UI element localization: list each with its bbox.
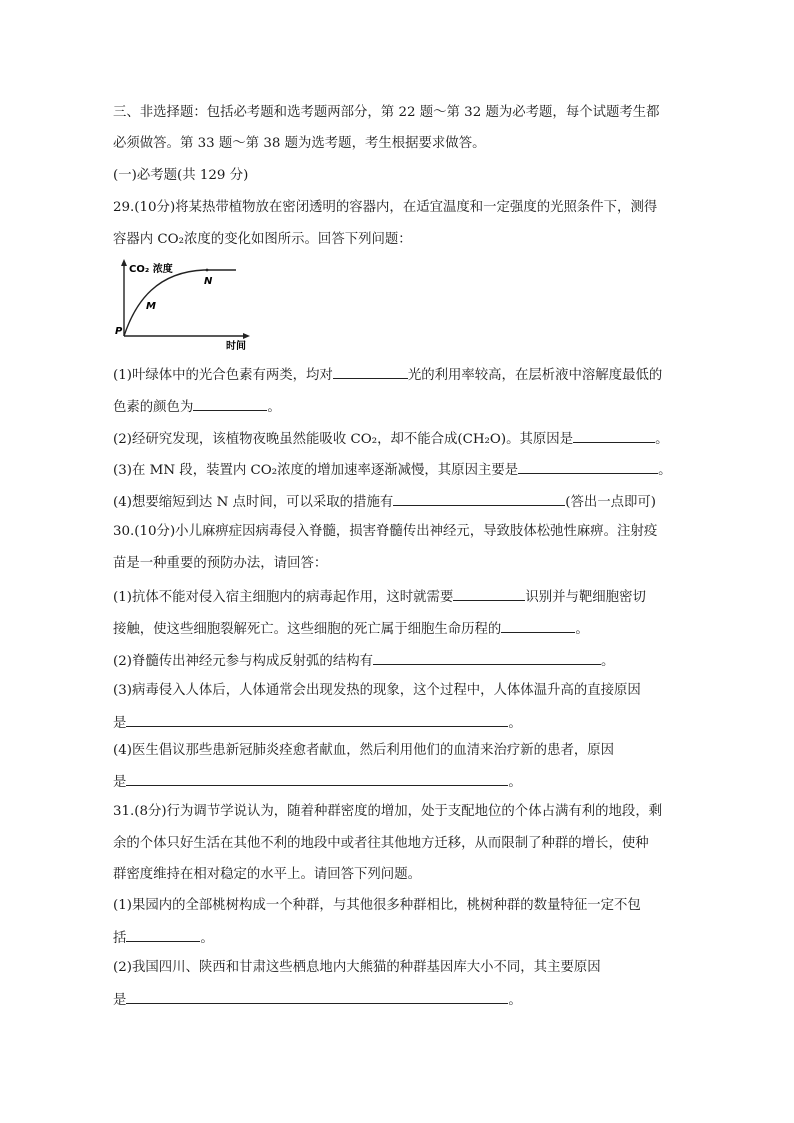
q30-part4-end: 。: [508, 775, 522, 790]
q30-part1-line1: [113, 586, 646, 608]
q31-part1-blank[interactable]: [126, 927, 200, 942]
q29-part4-line: [113, 491, 656, 513]
q29-part4-end: (答出一点即可): [565, 495, 657, 510]
point-n-label: N: [204, 276, 213, 287]
q29-part1-end: 。: [267, 400, 281, 415]
q30-part2-blank[interactable]: [373, 650, 601, 665]
question-31-stem-line1: 31.(8分)行为调节学说认为，随着种群密度的增加，处于支配地位的个体占满有利的地段，剩: [113, 804, 663, 819]
q29-part1-text-a: (1)叶绿体中的光合色素有两类，均对: [113, 368, 333, 383]
x-axis-label: 时间: [226, 341, 246, 350]
q29-part3-line: [113, 459, 672, 481]
q29-part2-line: [113, 428, 668, 450]
q30-part1-blank1[interactable]: [453, 586, 525, 601]
y-axis-arrow: [121, 259, 127, 266]
question-30-stem-line1: 30.(10分)小儿麻痹症因病毒侵入脊髓，损害脊髓传出神经元，导致肢体松弛性麻痹。注射疫: [113, 524, 658, 539]
q30-part1-end: 。: [575, 622, 589, 637]
q31-part1-line2: [113, 927, 214, 949]
q29-part3-text: (3)在 MN 段，装置内 CO₂浓度的增加速率逐渐减慢，其原因主要是: [113, 463, 519, 478]
y-axis-label: CO₂ 浓度: [129, 264, 173, 275]
q29-part1-text-b: 光的利用率较高，在层析液中溶解度最低的: [407, 368, 663, 383]
co2-curve: [124, 270, 236, 336]
q29-part1-line2: [113, 396, 281, 418]
q30-part1-text-a: (1)抗体不能对侵入宿主细胞内的病毒起作用，这时就需要: [113, 590, 454, 605]
q30-part4-line2: [113, 771, 522, 793]
q30-part4-text-b: 是: [113, 775, 127, 790]
question-29-stem-line2: 容器内 CO₂浓度的变化如图所示。回答下列问题：: [113, 232, 412, 247]
q30-part4-blank[interactable]: [126, 771, 508, 786]
q30-part3-text-b: 是: [113, 716, 127, 731]
section-subheading: (一)必考题(共 129 分): [113, 168, 249, 183]
q31-part2-end: 。: [508, 993, 522, 1008]
q30-part1-line2: [113, 618, 589, 640]
q30-part3-line2: [113, 712, 522, 734]
question-31-stem-line3: 群密度维持在相对稳定的水平上。请回答下列问题。: [113, 867, 421, 882]
question-31-stem-line2: 余的个体只好生活在其他不利的地段中或者往其他地方迁移，从而限制了种群的增长，使种: [113, 836, 649, 851]
q30-part2-end: 。: [601, 654, 615, 669]
q31-part2-text-b: 是: [113, 993, 127, 1008]
x-axis-arrow: [243, 333, 250, 339]
co2-concentration-figure: [112, 258, 252, 350]
q31-part1-end: 。: [200, 931, 214, 946]
q29-part2-text: (2)经研究发现，该植物夜晚虽然能吸收 CO₂，却不能合成(CH₂O)。其原因是: [113, 432, 574, 447]
q30-part3-end: 。: [508, 716, 522, 731]
q30-part2-line: [113, 650, 614, 672]
point-n-marker: [206, 269, 209, 272]
q30-part2-text: (2)脊髓传出神经元参与构成反射弧的结构有: [113, 654, 373, 669]
q29-part4-text: (4)想要缩短到达 N 点时间，可以采取的措施有: [113, 495, 394, 510]
q31-part1-text-b: 括: [113, 931, 127, 946]
q30-part1-text-c: 接触，使这些细胞裂解死亡。这些细胞的死亡属于细胞生命历程的: [113, 622, 502, 637]
q30-part3-blank[interactable]: [126, 712, 508, 727]
q29-part1-text-c: 色素的颜色为: [113, 400, 194, 415]
q30-part1-text-b: 识别并与靶细胞密切: [525, 590, 646, 605]
q29-part3-blank[interactable]: [518, 459, 658, 474]
section-heading-line2: 必须做答。第 33 题～第 38 题为选考题，考生根据要求做答。: [113, 136, 486, 151]
point-m-label: M: [146, 301, 156, 312]
q29-part4-blank[interactable]: [393, 491, 565, 506]
q29-part3-end: 。: [658, 463, 672, 478]
q31-part1-line1: (1)果园内的全部桃树构成一个种群，与其他很多种群相比，桃树种群的数量特征一定不包: [113, 898, 641, 913]
q31-part2-blank[interactable]: [126, 989, 508, 1004]
q29-part1-blank1[interactable]: [333, 364, 408, 379]
q30-part3-line1: (3)病毒侵入人体后，人体通常会出现发热的现象，这个过程中，人体体温升高的直接原因: [113, 683, 641, 698]
q31-part2-line2: [113, 989, 522, 1011]
q29-part1-line1: [113, 364, 662, 386]
q29-part2-blank[interactable]: [573, 428, 655, 443]
question-30-stem-line2: 苗是一种重要的预防办法，请回答：: [113, 556, 328, 571]
q29-part1-blank2[interactable]: [193, 396, 267, 411]
q29-part2-end: 。: [655, 432, 669, 447]
question-29-stem-line1: 29.(10分)将某热带植物放在密闭透明的容器内，在适宜温度和一定强度的光照条件下，测得: [113, 200, 658, 215]
q31-part2-line1: (2)我国四川、陕西和甘肃这些栖息地内大熊猫的种群基因库大小不同，其主要原因: [113, 960, 601, 975]
origin-label: P: [115, 326, 123, 337]
q30-part1-blank2[interactable]: [501, 618, 575, 633]
section-heading-line1: 三、非选择题：包括必考题和选考题两部分，第 22 题～第 32 题为必考题，每个试题考生都: [113, 105, 660, 120]
q30-part4-line1: (4)医生倡议那些患新冠肺炎痊愈者献血，然后利用他们的血清来治疗新的患者，原因: [113, 743, 615, 758]
